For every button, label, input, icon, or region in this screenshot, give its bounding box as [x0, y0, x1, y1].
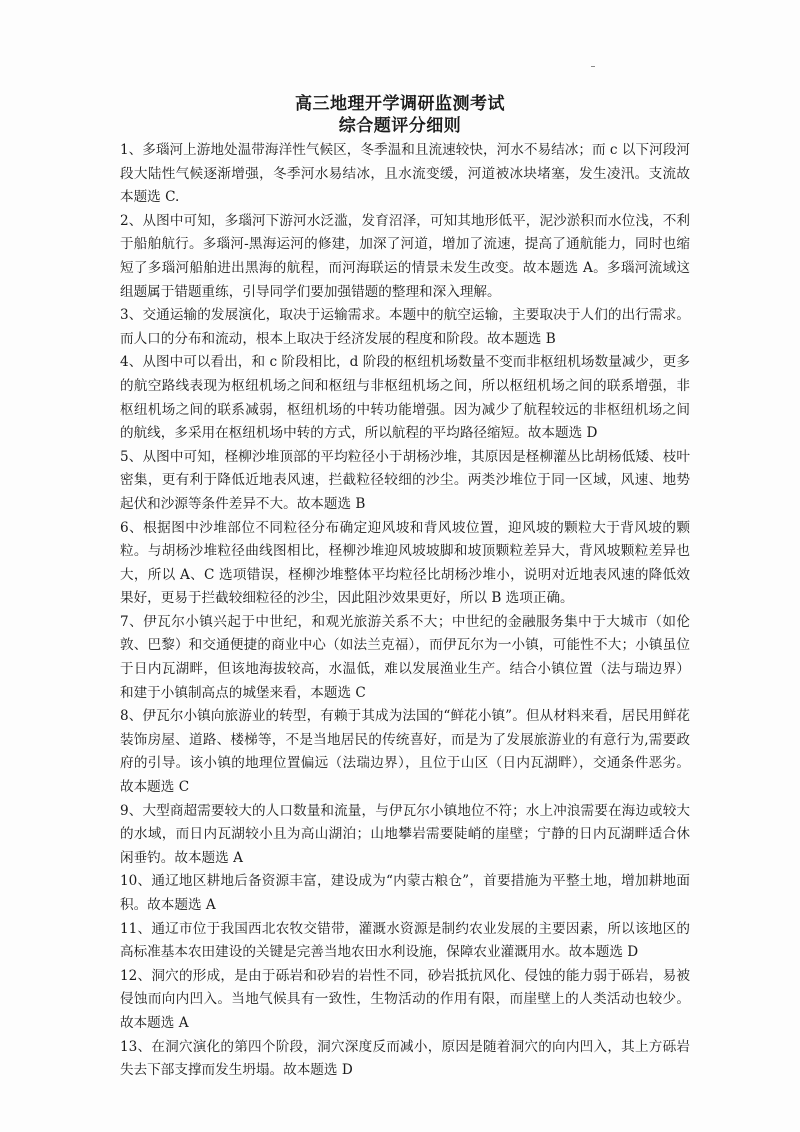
- explanation-item-10: 10、通辽地区耕地后备资源丰富，建设成为“内蒙古粮仓”，首要措施为平整土地，增加耕地面积。故本题选 A: [120, 873, 690, 913]
- explanation-item-1: 1、多瑙河上游地处温带海洋性气候区，冬季温和且流速较快，河水不易结冰；而 c 以下河段河段大陆性气候逐渐增强，冬季河水易结冰，且水流变缓，河道被冰块堵塞，发生凌汛。支流故本题选 C.: [120, 142, 690, 206]
- scan-mark: [591, 66, 595, 67]
- explanation-item-3: 3、交通运输的发展演化，取决于运输需求。本题中的航空运输，主要取决于人们的出行需求。而人口的分布和流动，根本上取决于经济发展的程度和阶段。故本题选 B: [120, 307, 690, 347]
- explanation-item-13: 13、在洞穴演化的第四个阶段，洞穴深度反而减小，原因是随着洞穴的向内凹入，其上方砾岩失去下部支撑而发生坍塌。故本题选 D: [120, 1038, 690, 1079]
- explanation-item-11: 11、通辽市位于我国西北农牧交错带，灌溉水资源是制约农业发展的主要因素，所以该地区的高标准基本农田建设的关键是完善当地农田水利设施，保障农业灌溉用水。故本题选 D: [120, 920, 690, 961]
- document-title: 高三地理开学调研监测考试: [295, 94, 505, 114]
- explanation-item-5: 5、从图中可知，柽柳沙堆顶部的平均粒径小于胡杨沙堆，其原因是柽柳灌丛比胡杨低矮、枝叶密集，更有利于降低近地表风速，拦截粒径较细的沙尘。两类沙堆位于同一区域，风速、地势起伏和沙源等条件差异不大。故本题选 B: [120, 448, 690, 512]
- answer-explanations: [120, 139, 690, 1083]
- explanation-item-8: 8、伊瓦尔小镇向旅游业的转型，有赖于其成为法国的“鲜花小镇”。但从材料来看，居民用鲜花装饰房屋、道路、楼梯等，不是当地居民的传统喜好，而是为了发展旅游业的有意行为,需要政府的引导。该小镇的地理位置偏远（法瑞边界），且位于山区（日内瓦湖畔），交通条件恶劣。故本题选 C: [120, 708, 690, 796]
- explanation-item-12: 12、洞穴的形成，是由于砾岩和砂岩的岩性不同，砂岩抵抗风化、侵蚀的能力弱于砾岩，易被侵蚀而向内凹入。当地气候具有一致性，生物活动的作用有限，而崖壁上的人类活动也较少。故本题选 A: [120, 967, 690, 1031]
- explanation-item-9: 9、大型商超需要较大的人口数量和流量，与伊瓦尔小镇地位不符；水上冲浪需要在海边或较大的水域，而日内瓦湖较小且为高山湖泊；山地攀岩需要陡峭的崖壁；宁静的日内瓦湖畔适合休闲垂钓。故本题选 A: [120, 802, 690, 866]
- explanation-item-2: 2、从图中可知，多瑙河下游河水泛滥，发育沼泽，可知其地形低平，泥沙淤积而水位浅，不利于船舶航行。多瑙河-黑海运河的修建，加深了河道，增加了流速，提高了通航能力，同时也缩短了多瑙河船舶进出黑海的航程，而河海联运的情景未发生改变。故本题选 A。多瑙河流域这组题属于错题重练，引导同学们要加强错题的整理和深入理解。: [120, 212, 690, 300]
- explanation-item-7: 7、伊瓦尔小镇兴起于中世纪，和观光旅游关系不大；中世纪的金融服务集中于大城市（如伦敦、巴黎）和交通便捷的商业中心（如法兰克福），而伊瓦尔为一小镇，可能性不大；小镇虽位于日内瓦湖畔，但该地海拔较高，水温低，难以发展渔业生产。结合小镇位置（法与瑞边界）和建于小镇制高点的城堡来看，本题选 C: [120, 613, 690, 701]
- explanation-item-6: 6、根据图中沙堆部位不同粒径分布确定迎风坡和背风坡位置，迎风坡的颗粒大于背风坡的颗粒。与胡杨沙堆粒径曲线图相比，柽柳沙堆迎风坡坡脚和坡顶颗粒差异大，背风坡颗粒差异也大，所以 A、C 选项错误，柽柳沙堆整体平均粒径比胡杨沙堆小，说明对近地表风速的降低效果好，更易于拦截较细粒径的沙尘，因此阻沙效果更好，所以 B 选项正确。: [120, 519, 690, 607]
- document-header: [0, 93, 800, 137]
- explanation-item-4: 4、从图中可以看出，和 c 阶段相比，d 阶段的枢纽机场数量不变而非枢纽机场数量减少，更多的航空路线表现为枢纽机场之间和枢纽与非枢纽机场之间，所以枢纽机场之间的联系增强，非枢纽机场之间的联系减弱，枢纽机场的中转功能增强。因为减少了航程较远的非枢纽机场之间的航线，多采用在枢纽机场中转的方式，所以航程的平均路径缩短。故本题选 D: [120, 354, 690, 442]
- document-subtitle: 综合题评分细则: [338, 116, 462, 136]
